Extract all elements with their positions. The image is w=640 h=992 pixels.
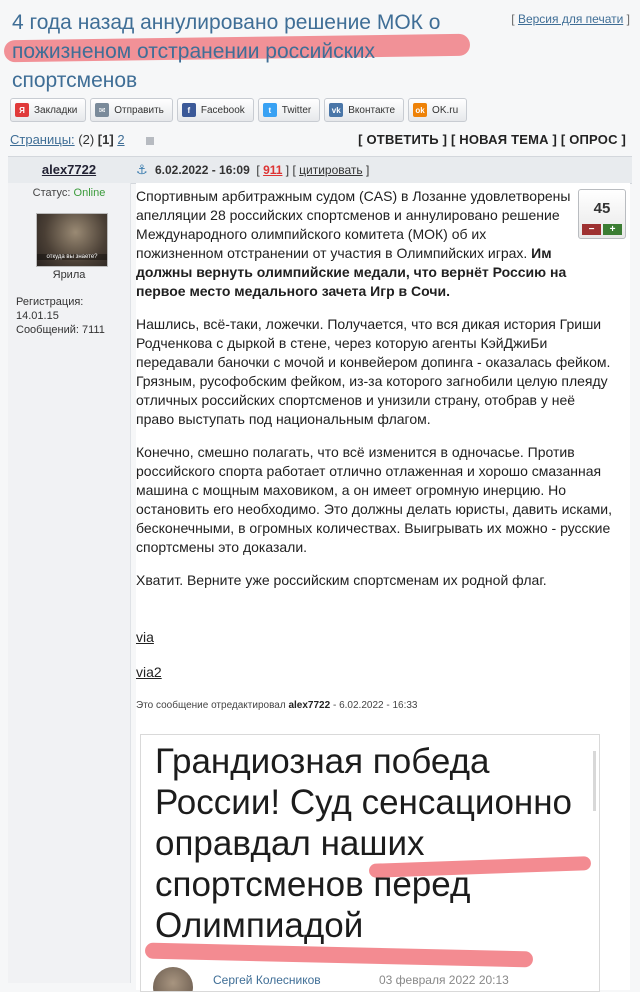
reg-label: Регистрация: — [16, 296, 84, 308]
post-content — [136, 183, 630, 990]
pager-row — [10, 132, 630, 152]
paragraph-1-text: Спортивным арбитражным судом (CAS) в Лозанне удовлетворены апелляции 28 российских спортсменов и аннулировано решение Международного олимпийского комитета (МОК) об их пожизненном отстранении от участия в Олимпийских играх. — [136, 188, 571, 261]
share-label: Вконтакте — [348, 104, 396, 116]
print-bracket-open: [ — [511, 12, 515, 26]
post-body — [136, 187, 614, 604]
user-status — [8, 187, 130, 199]
embedded-scrollbar — [593, 751, 596, 811]
page-jump-icon[interactable] — [146, 137, 154, 145]
share-label: OK.ru — [432, 104, 459, 116]
avatar-caption: откуда вы знаете? — [37, 254, 107, 260]
pagination — [10, 132, 154, 147]
vote-score: 45 — [593, 200, 611, 217]
share-button-send[interactable] — [90, 98, 173, 122]
anchor-icon[interactable]: ⚓ — [136, 162, 148, 177]
yandex-icon: Я — [15, 103, 29, 117]
vote-plus-button[interactable]: + — [603, 224, 622, 235]
poll-button[interactable]: [ ОПРОС ] — [560, 132, 626, 147]
share-button-vk[interactable] — [324, 98, 404, 122]
topic-actions — [358, 132, 626, 147]
share-button-facebook[interactable] — [177, 98, 254, 122]
new-topic-button[interactable]: [ НОВАЯ ТЕМА ] — [450, 132, 558, 147]
status-label: Статус: — [32, 187, 71, 199]
edited-author[interactable]: alex7722 — [288, 700, 331, 711]
paragraph-1 — [136, 187, 574, 301]
edited-date: - 6.02.2022 - 16:33 — [332, 700, 418, 711]
share-label: Отправить — [114, 104, 164, 116]
current-page: [1] — [97, 132, 114, 147]
post-rating-link[interactable]: 911 — [263, 163, 283, 177]
paragraph-3: Конечно, смешно полагать, что всё изменится в одночасье. Против российского спорта работает отлично отлаженная и хорошо смазанная машина с мощным маховиком, а он имеет огромную инерцию. Но остановить его необходимо. Это должны делать юристы, давить исками, бесконечными, в огромных количествах. Выигрывать их можно - русские спортсмены это доказали. — [136, 444, 612, 555]
vote-minus-button[interactable]: − — [582, 224, 601, 235]
embedded-author: Сергей Колесников — [213, 973, 321, 987]
edited-prefix: Это сообщение отредактировал — [136, 700, 286, 711]
pages-label[interactable]: Страницы: — [10, 132, 75, 147]
facebook-icon: f — [182, 103, 196, 117]
via2-link[interactable]: via2 — [136, 664, 162, 680]
via-link[interactable]: via — [136, 629, 154, 645]
embedded-news-image — [140, 734, 600, 992]
paragraph-1-bold: Им должны вернуть олимпийские медали, что вернёт Россию на первое место медального зачета Игр в Сочи. — [136, 245, 567, 299]
quote-link[interactable]: цитировать — [299, 163, 363, 177]
reply-button[interactable]: [ ОТВЕТИТЬ ] — [358, 132, 448, 147]
pages-count: (2) — [78, 132, 95, 147]
reg-date: 14.01.15 — [16, 310, 59, 322]
posts-count-line — [16, 323, 105, 337]
share-label: Facebook — [200, 104, 245, 116]
post-meta: ⚓ 6.02.2022 - 16:09 [ 911 ] [ цитировать ] — [136, 162, 370, 177]
page-2-link[interactable]: 2 — [117, 132, 125, 147]
edited-note — [136, 700, 417, 711]
share-button-bookmarks[interactable] — [10, 98, 86, 122]
paragraph-4: Хватит. Верните уже российским спортсменам их родной флаг. — [136, 572, 547, 588]
status-online: Online — [73, 187, 106, 199]
embedded-date: 03 февраля 2022 20:13 — [379, 973, 509, 987]
mail-icon: ✉ — [95, 103, 109, 117]
post-header — [8, 156, 632, 184]
avatar[interactable] — [36, 213, 108, 267]
embedded-headline: Грандиозная победа России! Суд сенсационно оправдал наших спортсменов перед Олимпиадой — [155, 742, 573, 945]
share-label: Twitter — [281, 104, 312, 116]
vk-icon: vk — [329, 103, 343, 117]
embedded-byline — [153, 971, 593, 991]
print-version-link[interactable]: Версия для печати — [517, 12, 624, 26]
share-bar — [10, 98, 467, 122]
twitter-icon: t — [263, 103, 277, 117]
user-role: Ярила — [52, 269, 86, 281]
paragraph-2: Нашлись, всё-таки, ложечки. Получается, что вся дикая история Гриши Родченкова с дыркой в стене, через которую агенты КэйДжиБи передавали баночки с мочой и конвейером допинга - оказалась фейком. Грязным, русофобским фейком, из-за которого загнобили целую плеяду отличных российских спортсменов и унизили страну, отобрав у неё право выступать под национальным флагом. — [136, 316, 611, 427]
posts-count: 7111 — [82, 324, 105, 336]
author-sidebar — [8, 183, 131, 983]
share-button-ok[interactable] — [408, 98, 467, 122]
share-button-twitter[interactable] — [258, 98, 320, 122]
print-version — [511, 12, 630, 26]
post-author[interactable]: alex7722 — [41, 162, 97, 177]
embedded-author-avatar — [153, 967, 193, 992]
print-bracket-close: ] — [626, 12, 630, 26]
share-label: Закладки — [34, 104, 78, 116]
odnoklassniki-icon: ok — [413, 103, 427, 117]
user-info — [16, 295, 105, 337]
topic-title: 4 года назад аннулировано решение МОК о пожизненом отстранении российских спортсменов — [12, 11, 441, 92]
posts-label: Сообщений: — [16, 324, 79, 336]
post-date: 6.02.2022 - 16:09 — [155, 163, 250, 177]
highlight-mark-3 — [145, 943, 533, 968]
